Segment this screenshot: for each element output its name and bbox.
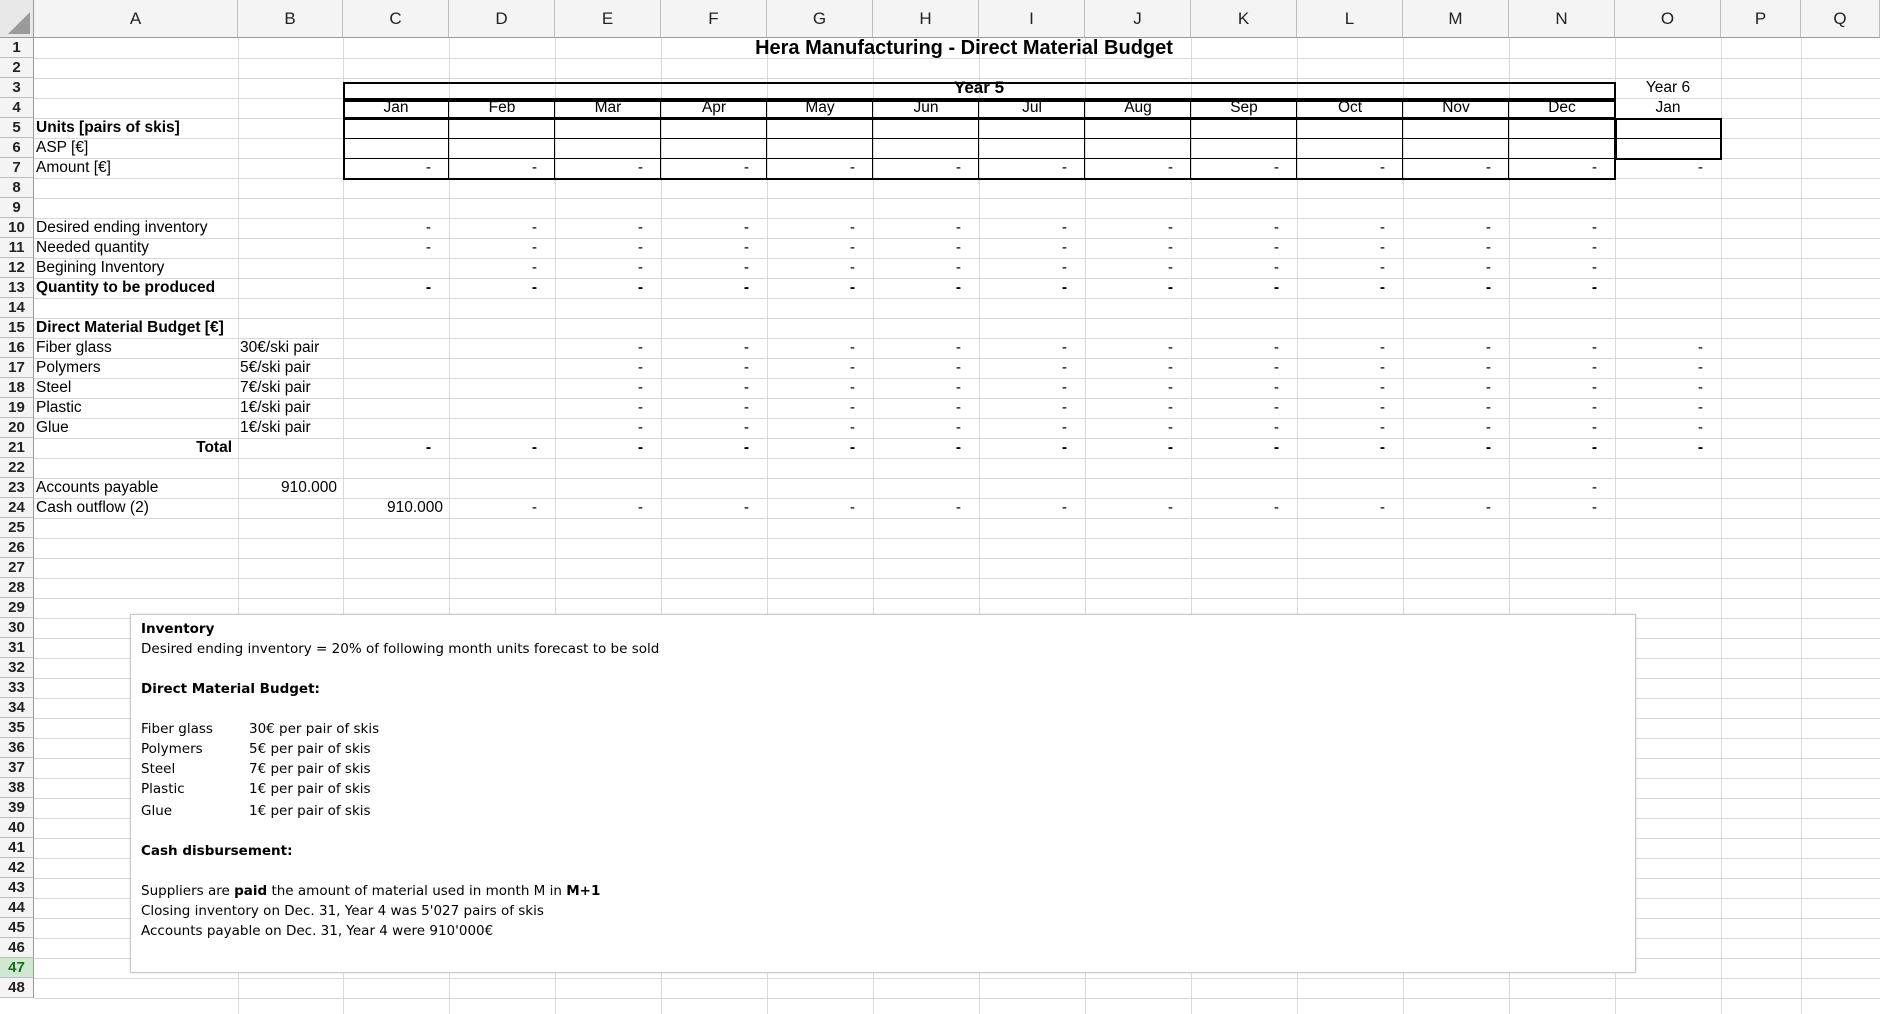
dash-cell: - [1061, 499, 1067, 516]
inventory-heading: Inventory [141, 621, 215, 637]
row-header-38[interactable]: 38 [0, 778, 34, 798]
row-label: Polymers [36, 359, 101, 376]
dash-cell: - [1167, 499, 1173, 516]
dash-cell: - [743, 339, 749, 356]
gridline-h [34, 458, 1880, 459]
row-header-28[interactable]: 28 [0, 578, 34, 598]
dash-cell: - [531, 439, 537, 456]
dash-cell: - [531, 279, 537, 296]
dash-cell: - [849, 279, 855, 296]
dash-cell: - [531, 159, 537, 176]
dash-cell: - [1273, 159, 1279, 176]
column-header-k[interactable]: K [1191, 0, 1297, 38]
dash-cell: - [1167, 439, 1173, 456]
row-header-26[interactable]: 26 [0, 538, 34, 558]
row-header-21[interactable]: 21 [0, 438, 34, 458]
column-header-f[interactable]: F [661, 0, 767, 38]
dash-cell: - [1061, 379, 1067, 396]
dash-cell: - [743, 419, 749, 436]
row-header-9[interactable]: 9 [0, 198, 34, 218]
dash-cell: - [849, 339, 855, 356]
dash-cell: - [1273, 419, 1279, 436]
dash-cell: - [1167, 159, 1173, 176]
row-header-31[interactable]: 31 [0, 638, 34, 658]
dash-cell: - [1591, 479, 1597, 496]
dash-cell: - [1379, 439, 1385, 456]
select-all-corner[interactable] [0, 0, 34, 38]
dash-cell: - [1379, 219, 1385, 236]
material-name: Plastic [141, 781, 185, 797]
month-header-sep: Sep [1230, 99, 1258, 116]
dash-cell: - [955, 419, 961, 436]
dash-cell: - [1591, 339, 1597, 356]
dash-cell: - [1485, 419, 1491, 436]
row-label: Units [pairs of skis] [36, 119, 180, 136]
row-header-15[interactable]: 15 [0, 318, 34, 338]
row-header-11[interactable]: 11 [0, 238, 34, 258]
row-header-30[interactable]: 30 [0, 618, 34, 638]
notes-text-box[interactable] [130, 614, 1636, 973]
month-header-dec: Dec [1548, 99, 1576, 116]
month-header-aug: Aug [1124, 99, 1152, 116]
column-header-d[interactable]: D [449, 0, 555, 38]
dash-cell: - [849, 399, 855, 416]
dash-cell: - [955, 379, 961, 396]
suppliers-m1: M+1 [566, 883, 601, 899]
row-header-3[interactable]: 3 [0, 78, 34, 98]
row-header-35[interactable]: 35 [0, 718, 34, 738]
accounts-payable-line: Accounts payable on Dec. 31, Year 4 were 910'000€ [141, 923, 494, 939]
dash-cell: - [1697, 339, 1703, 356]
dash-cell: - [637, 159, 643, 176]
material-cost: 1€ per pair of skis [249, 781, 371, 797]
dash-cell: - [849, 259, 855, 276]
dash-cell: - [1273, 439, 1279, 456]
material-cost: 7€ per pair of skis [249, 761, 371, 777]
row-label: Accounts payable [36, 479, 159, 496]
dash-cell: - [955, 439, 961, 456]
dash-cell: - [1273, 379, 1279, 396]
row-header-18[interactable]: 18 [0, 378, 34, 398]
gridline-h [34, 538, 1880, 539]
gridline-v [1801, 38, 1802, 1014]
row-header-36[interactable]: 36 [0, 738, 34, 758]
gridline-v [1721, 38, 1722, 1014]
dash-cell: - [1273, 239, 1279, 256]
column-header-q[interactable]: Q [1801, 0, 1880, 38]
dash-cell: - [1061, 339, 1067, 356]
month-header-jan: Jan [1655, 99, 1681, 116]
dash-cell: - [1273, 399, 1279, 416]
suppliers-mid: the amount of material used in month M in [267, 883, 567, 899]
accounts-payable-value: 910.000 [280, 479, 337, 496]
dash-cell: - [849, 379, 855, 396]
dash-cell: - [637, 359, 643, 376]
month-header-jul: Jul [1022, 99, 1042, 116]
row-label: Direct Material Budget [€] [36, 319, 224, 336]
column-header-o[interactable]: O [1615, 0, 1721, 38]
dash-cell: - [1485, 219, 1491, 236]
row-header-32[interactable]: 32 [0, 658, 34, 678]
dash-cell: - [849, 499, 855, 516]
row-header-27[interactable]: 27 [0, 558, 34, 578]
month-header-oct: Oct [1337, 99, 1363, 116]
dash-cell: - [425, 279, 431, 296]
column-header-c[interactable]: C [343, 0, 449, 38]
dash-cell: - [425, 159, 431, 176]
rate-cell: 1€/ski pair [240, 419, 311, 436]
dash-cell: - [1167, 279, 1173, 296]
dash-cell: - [1379, 379, 1385, 396]
row-label: Glue [36, 419, 69, 436]
row-header-37[interactable]: 37 [0, 758, 34, 778]
dash-cell: - [955, 279, 961, 296]
dash-cell: - [1485, 399, 1491, 416]
material-cost: 30€ per pair of skis [249, 721, 380, 737]
dash-cell: - [425, 219, 431, 236]
dash-cell: - [743, 379, 749, 396]
dash-cell: - [425, 439, 431, 456]
dash-cell: - [1379, 339, 1385, 356]
closing-inventory-line: Closing inventory on Dec. 31, Year 4 was 5'027 pairs of skis [141, 903, 544, 919]
dash-cell: - [1485, 499, 1491, 516]
dash-cell: - [1167, 339, 1173, 356]
dash-cell: - [637, 279, 643, 296]
dash-cell: - [955, 159, 961, 176]
row-label: ASP [€] [36, 139, 89, 156]
dash-cell: - [637, 219, 643, 236]
cash-heading: Cash disbursement: [141, 843, 293, 859]
dash-cell: - [955, 219, 961, 236]
dash-cell: - [1591, 379, 1597, 396]
dash-cell: - [637, 379, 643, 396]
row-header-8[interactable]: 8 [0, 178, 34, 198]
row-header-25[interactable]: 25 [0, 518, 34, 538]
gridline-h [34, 198, 1880, 199]
dash-cell: - [1485, 339, 1491, 356]
row-label: Fiber glass [36, 339, 112, 356]
suppliers-line [141, 883, 600, 899]
year6-label: Year 6 [1645, 79, 1691, 96]
row-header-2[interactable]: 2 [0, 58, 34, 78]
row-header-45[interactable]: 45 [0, 918, 34, 938]
rate-cell: 1€/ski pair [240, 399, 311, 416]
dash-cell: - [637, 339, 643, 356]
dash-cell: - [531, 239, 537, 256]
dash-cell: - [637, 399, 643, 416]
dash-cell: - [1697, 399, 1703, 416]
dash-cell: - [743, 239, 749, 256]
column-header-e[interactable]: E [555, 0, 661, 38]
row-header-6[interactable]: 6 [0, 138, 34, 158]
dash-cell: - [1697, 419, 1703, 436]
row-header-48[interactable]: 48 [0, 978, 34, 998]
row-header-20[interactable]: 20 [0, 418, 34, 438]
row-header-17[interactable]: 17 [0, 358, 34, 378]
sheet-title: Hera Manufacturing - Direct Material Budget [755, 37, 1173, 59]
dash-cell: - [1591, 239, 1597, 256]
dash-cell: - [1273, 259, 1279, 276]
row-label: Cash outflow (2) [36, 499, 149, 516]
dash-cell: - [1591, 499, 1597, 516]
dash-cell: - [1379, 399, 1385, 416]
material-name: Polymers [141, 741, 203, 757]
material-cost: 5€ per pair of skis [249, 741, 371, 757]
row-header-24[interactable]: 24 [0, 498, 34, 518]
dash-cell: - [637, 439, 643, 456]
row-header-33[interactable]: 33 [0, 678, 34, 698]
dash-cell: - [1485, 359, 1491, 376]
dash-cell: - [1061, 159, 1067, 176]
row-header-40[interactable]: 40 [0, 818, 34, 838]
row-header-43[interactable]: 43 [0, 878, 34, 898]
dash-cell: - [849, 419, 855, 436]
row-header-42[interactable]: 42 [0, 858, 34, 878]
row-header-10[interactable]: 10 [0, 218, 34, 238]
dash-cell: - [1273, 279, 1279, 296]
dash-cell: - [637, 259, 643, 276]
month-header-mar: Mar [594, 99, 622, 116]
dash-cell: - [1061, 239, 1067, 256]
gridline-h [34, 298, 1880, 299]
dash-cell: - [1061, 279, 1067, 296]
row-header-39[interactable]: 39 [0, 798, 34, 818]
dash-cell: - [1167, 419, 1173, 436]
dash-cell: - [743, 159, 749, 176]
dash-cell: - [849, 219, 855, 236]
material-cost: 1€ per pair of skis [249, 803, 371, 819]
dash-cell: - [1697, 379, 1703, 396]
dash-cell: - [1061, 259, 1067, 276]
dash-cell: - [1167, 359, 1173, 376]
row-header-5[interactable]: 5 [0, 118, 34, 138]
dash-cell: - [1379, 159, 1385, 176]
row-header-41[interactable]: 41 [0, 838, 34, 858]
dash-cell: - [1485, 439, 1491, 456]
year6-units-box [1615, 118, 1722, 160]
dash-cell: - [531, 219, 537, 236]
dash-cell: - [1697, 439, 1703, 456]
dash-cell: - [1061, 219, 1067, 236]
dash-cell: - [955, 359, 961, 376]
month-header-jan: Jan [383, 99, 409, 116]
dash-cell: - [1485, 239, 1491, 256]
dmb-heading: Direct Material Budget: [141, 681, 320, 697]
dash-cell: - [1273, 339, 1279, 356]
dash-cell: - [955, 259, 961, 276]
row-label: Begining Inventory [36, 259, 165, 276]
dash-cell: - [743, 359, 749, 376]
row-header-4[interactable]: 4 [0, 98, 34, 118]
dash-cell: - [531, 259, 537, 276]
row-header-44[interactable]: 44 [0, 898, 34, 918]
suppliers-pre: Suppliers are [141, 883, 235, 899]
dash-cell: - [1591, 419, 1597, 436]
dash-cell: - [637, 419, 643, 436]
gridline-h [34, 998, 1880, 999]
dash-cell: - [1061, 399, 1067, 416]
dash-cell: - [743, 499, 749, 516]
dash-cell: - [637, 499, 643, 516]
column-header-h[interactable]: H [873, 0, 979, 38]
row-header-22[interactable]: 22 [0, 458, 34, 478]
gridline-h [34, 518, 1880, 519]
dash-cell: - [1379, 499, 1385, 516]
dash-cell: - [531, 499, 537, 516]
dash-cell: - [1591, 219, 1597, 236]
column-header-p[interactable]: P [1721, 0, 1801, 38]
column-header-n[interactable]: N [1509, 0, 1615, 38]
dash-cell: - [849, 239, 855, 256]
rate-cell: 5€/ski pair [240, 359, 311, 376]
dash-cell: - [849, 359, 855, 376]
row-header-14[interactable]: 14 [0, 298, 34, 318]
row-header-19[interactable]: 19 [0, 398, 34, 418]
row-header-16[interactable]: 16 [0, 338, 34, 358]
dash-cell: - [1379, 419, 1385, 436]
row-label: Desired ending inventory [36, 219, 208, 236]
dash-cell: - [1167, 379, 1173, 396]
row-label: Steel [36, 379, 72, 396]
row-header-1[interactable]: 1 [0, 38, 34, 58]
column-header-i[interactable]: I [979, 0, 1085, 38]
row-header-47[interactable]: 47 [0, 958, 34, 978]
gridline-h [34, 978, 1880, 979]
column-header-l[interactable]: L [1297, 0, 1403, 38]
dash-cell: - [1061, 439, 1067, 456]
dash-cell: - [743, 279, 749, 296]
dash-cell: - [1591, 159, 1597, 176]
row-header-23[interactable]: 23 [0, 478, 34, 498]
month-header-may: May [805, 99, 835, 116]
dash-cell: - [1273, 359, 1279, 376]
dash-cell: - [955, 339, 961, 356]
gridline-h [34, 138, 1880, 139]
row-header-29[interactable]: 29 [0, 598, 34, 618]
dash-cell: - [1591, 259, 1597, 276]
dash-cell: - [1485, 379, 1491, 396]
dash-cell: - [1379, 239, 1385, 256]
dash-cell: - [1379, 359, 1385, 376]
inventory-text: Desired ending inventory = 20% of following month units forecast to be sold [141, 641, 660, 657]
dash-cell: - [1167, 259, 1173, 276]
dash-cell: - [955, 499, 961, 516]
suppliers-paid: paid [234, 883, 268, 899]
column-header-m[interactable]: M [1403, 0, 1509, 38]
dash-cell: - [1591, 439, 1597, 456]
dash-cell: - [849, 439, 855, 456]
row-label: Plastic [36, 399, 82, 416]
column-header-b[interactable]: B [238, 0, 343, 38]
dash-cell: - [1273, 499, 1279, 516]
dash-cell: - [743, 219, 749, 236]
year5-label: Year 5 [953, 78, 1005, 97]
dash-cell: - [1061, 359, 1067, 376]
row-label: Amount [€] [36, 159, 111, 176]
dash-cell: - [849, 159, 855, 176]
month-header-jun: Jun [913, 99, 939, 116]
row-header-12[interactable]: 12 [0, 258, 34, 278]
row-label: Quantity to be produced [36, 279, 216, 296]
column-header-a[interactable]: A [34, 0, 238, 38]
dash-cell: - [1485, 279, 1491, 296]
dash-cell: - [1379, 279, 1385, 296]
material-name: Glue [141, 803, 173, 819]
material-name: Steel [141, 761, 176, 777]
month-header-nov: Nov [1442, 99, 1470, 116]
material-name: Fiber glass [141, 721, 213, 737]
dash-cell: - [637, 239, 643, 256]
column-header-j[interactable]: J [1085, 0, 1191, 38]
dash-cell: - [1273, 219, 1279, 236]
row-header-7[interactable]: 7 [0, 158, 34, 178]
gridline-h [34, 118, 1880, 119]
row-label: Needed quantity [36, 239, 149, 256]
dash-cell: - [743, 399, 749, 416]
rate-cell: 30€/ski pair [240, 339, 320, 356]
dash-cell: - [1485, 259, 1491, 276]
gridline-h [34, 598, 1880, 599]
dash-cell: - [1591, 279, 1597, 296]
dash-cell: - [743, 259, 749, 276]
dash-cell: - [955, 239, 961, 256]
gridline-h [34, 578, 1880, 579]
dash-cell: - [1167, 399, 1173, 416]
dash-cell: - [1167, 239, 1173, 256]
gridline-h [34, 558, 1880, 559]
dash-cell: - [955, 399, 961, 416]
cash-outflow-value: 910.000 [386, 499, 443, 516]
month-header-feb: Feb [488, 99, 516, 116]
dash-cell: - [1167, 219, 1173, 236]
row-header-13[interactable]: 13 [0, 278, 34, 298]
dash-cell: - [1379, 259, 1385, 276]
row-header-46[interactable]: 46 [0, 938, 34, 958]
dash-cell: - [743, 439, 749, 456]
rate-cell: 7€/ski pair [240, 379, 311, 396]
dash-cell: - [1485, 159, 1491, 176]
gridline-h [34, 318, 1880, 319]
row-header-34[interactable]: 34 [0, 698, 34, 718]
dash-cell: - [1697, 359, 1703, 376]
dash-cell: - [1061, 419, 1067, 436]
month-header-apr: Apr [701, 99, 727, 116]
dash-cell: - [1591, 359, 1597, 376]
gridline-h [34, 178, 1880, 179]
dash-cell: - [1591, 399, 1597, 416]
total-label: Total [196, 439, 232, 456]
column-header-g[interactable]: G [767, 0, 873, 38]
dash-cell: - [1697, 159, 1703, 176]
dash-cell: - [425, 239, 431, 256]
